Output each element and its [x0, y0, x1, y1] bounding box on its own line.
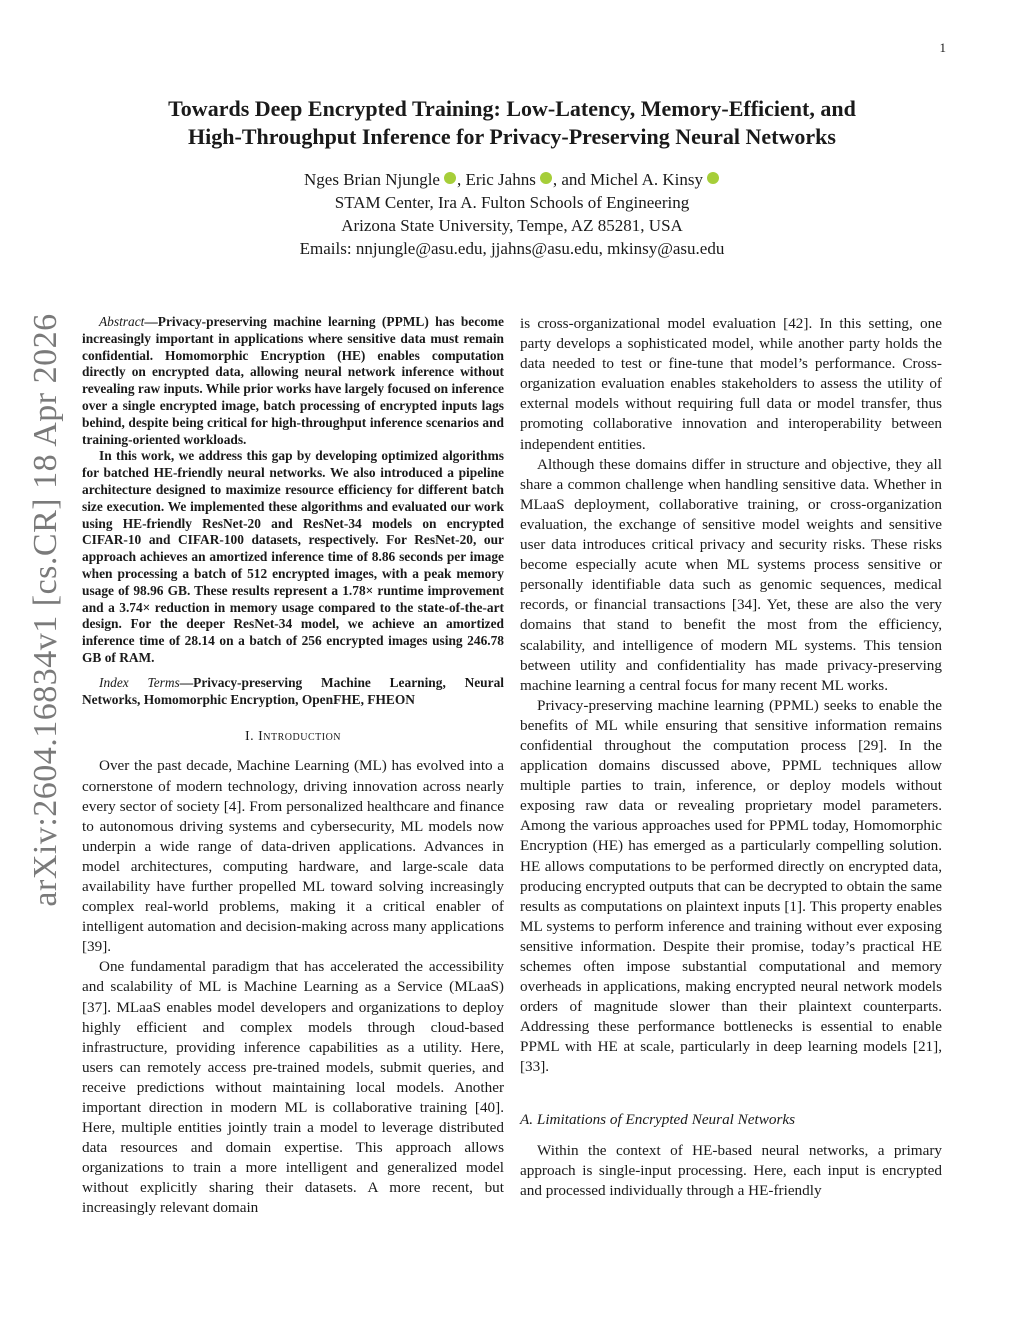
index-terms-text: —Privacy-preserving Machine Learning, Neural Networks, Homomorphic Encryption, OpenFHE, FHEON: [82, 674, 504, 707]
subsection-heading-limitations: A. Limitations of Encrypted Neural Networks: [520, 1110, 796, 1128]
section-heading-introduction: [82, 727, 504, 747]
author-name: , and Michel A. Kinsy: [552, 170, 703, 189]
affiliation-university: Arizona State University, Tempe, AZ 85281, USA: [341, 216, 683, 235]
intro-paragraph-2-continued: is cross-organizational model evaluation [42]. In this setting, one party develops a sophisticated model, while another party holds the data needed to test or fine-tune that model’s performance. Cross-organization evaluation enables stakeholders to assess the utility of external models without requiring full data or model transfer, thus promoting collaborative innovation and interoperability between independent entities.: [520, 315, 942, 453]
affiliation-center: STAM Center, Ira A. Fulton Schools of Engineering: [334, 193, 690, 212]
abstract: [82, 314, 504, 708]
intro-paragraph-1: Over the past decade, Machine Learning (ML) has evolved into a cornerstone of modern technology, driving innovation across nearly every sector of society [4]. From personalized healthcare and finance to autonomous driving systems and cybersecurity, ML models now underpin a wide range of data-driven applications. Advances in model architectures, computing hardware, and large-scale data availability have further propelled ML toward solving increasingly complex real-world problems, making it a critical enabler of intelligent automation and decision-making across many applications [39].: [82, 757, 504, 956]
intro-paragraph-4: Privacy-preserving machine learning (PPML) seeks to enable the benefits of ML while ensuring that sensitive information remains confidential throughout the computation process [29]. In the application domains discussed above, PPML techniques allow multiple parties to train, inference, or deploy models without exposing raw data or revealing proprietary model parameters. Among the various approaches used for PPML today, Homomorphic Encryption (HE) has emerged as a particularly compelling solution. HE allows computations to be performed directly on encrypted data, producing encrypted outputs that can be decrypted to obtain the same results as computations on plaintext inputs [1]. This property enables ML systems to perform inference and training without ever exposing sensitive information. Despite their promise, today’s practical HE schemes often impose substantial computational and memory overheads in applications, making encrypted neural network models orders of magnitude slower than their plaintext counterparts. Addressing these performance bottlenecks is essential to enable PPML with HE at scale, particularly in deep learning models [21], [33].: [520, 696, 942, 1076]
orcid-icon[interactable]: [444, 172, 456, 184]
author-line: [110, 168, 914, 191]
left-column: [82, 314, 504, 1219]
abstract-paragraph-2: In this work, we address this gap by developing optimized algorithms for batched HE-friendly neural networks. We also introduced a pipeline architecture designed to maximize resource efficiency for different batch size execution. We implemented these algorithms and evaluated our work using HE-friendly ResNet-20 and ResNet-34 models on encrypted CIFAR-10 and CIFAR-100 datasets, respectively. For ResNet-20, our approach achieves an amortized inference time of 8.86 seconds per image when processing a batch of 512 encrypted images, with a peak memory usage of 98.96 GB. These results represent a 1.78× runtime improvement and a 3.74× reduction in memory usage compared to the state-of-the-art design. For the deeper ResNet-34 model, we achieve an amortized inference time of 28.14 on a batch of 256 encrypted images using 246.78 GB of RAM.: [82, 448, 504, 665]
author-name: Nges Brian Njungle: [304, 170, 440, 189]
author-name: , Eric Jahns: [456, 170, 536, 189]
arxiv-identifier[interactable]: arXiv:2604.16834v1 [cs.CR] 18 Apr 2026: [27, 313, 64, 907]
title-line-2: High-Throughput Inference for Privacy-Preserving Neural Networks: [188, 124, 836, 149]
section-title: Introduction: [258, 729, 342, 745]
right-column: [520, 314, 942, 1201]
page-number: 1: [939, 40, 946, 55]
index-terms: [82, 675, 504, 709]
limitations-paragraph-1: Within the context of HE-based neural networks, a primary approach is single-input processing. Here, each input is encrypted and processed individually through a HE-friendly: [520, 1141, 942, 1199]
abstract-label: Abstract: [99, 314, 145, 329]
title-line-1: Towards Deep Encrypted Training: Low-Latency, Memory-Efficient, and: [168, 96, 856, 121]
section-number: I.: [244, 729, 259, 745]
intro-paragraph-2: One fundamental paradigm that has accelerated the accessibility and scalability of ML is Machine Learning as a Service (MLaaS) [37]. MLaaS enables model developers and organizations to deploy highly efficient and complex models through cloud-based infrastructure, providing inference capabilities as a utility. Here, users can remotely access pre-trained models, submit queries, and receive predictions without maintaining local models. Another important direction in modern ML is collaborative training [40]. Here, multiple entities jointly train a model to leverage distributed data resources and domain expertise. This approach allows organizations to train a more intelligent and generalized model without explicitly sharing their datasets. A more recent, but increasingly relevant domain: [82, 958, 504, 1217]
author-emails: Emails: nnjungle@asu.edu, jjahns@asu.edu, mkinsy@asu.edu: [299, 239, 725, 258]
orcid-icon[interactable]: [540, 172, 552, 184]
paper-title: [110, 95, 914, 151]
index-terms-label: Index Terms: [99, 674, 180, 690]
abstract-paragraph-1: —Privacy-preserving machine learning (PPML) has become increasingly important in applications where sensitive data must remain confidential. Homomorphic Encryption (HE) enables computation directly on encrypted data, allowing neural network inference without revealing raw inputs. While prior works have largely focused on inference over a single encrypted image, batch processing of encrypted inputs lags behind, despite being critical for high-throughput inference scenarios and training-oriented workloads.: [82, 314, 504, 447]
author-block: [110, 168, 914, 260]
intro-paragraph-3: Although these domains differ in structure and objective, they all share a common challenge when handling sensitive data. Whether in MLaaS deployment, collaborative training, or cross-organization evaluation, the exchange of sensitive model weights and sensitive user data introduces critical privacy and security risks. These risks become especially acute when ML systems process sensitive or personally identifiable data such as genomic sequences, medical records, or financial transactions [34]. Yet, these are also the very domains that stand to benefit the most from the efficiency, scalability, and intelligence of modern ML systems. This tension between utility and confidentiality has made privacy-preserving machine learning a central focus for many recent ML works.: [520, 455, 942, 694]
orcid-icon[interactable]: [707, 172, 719, 184]
